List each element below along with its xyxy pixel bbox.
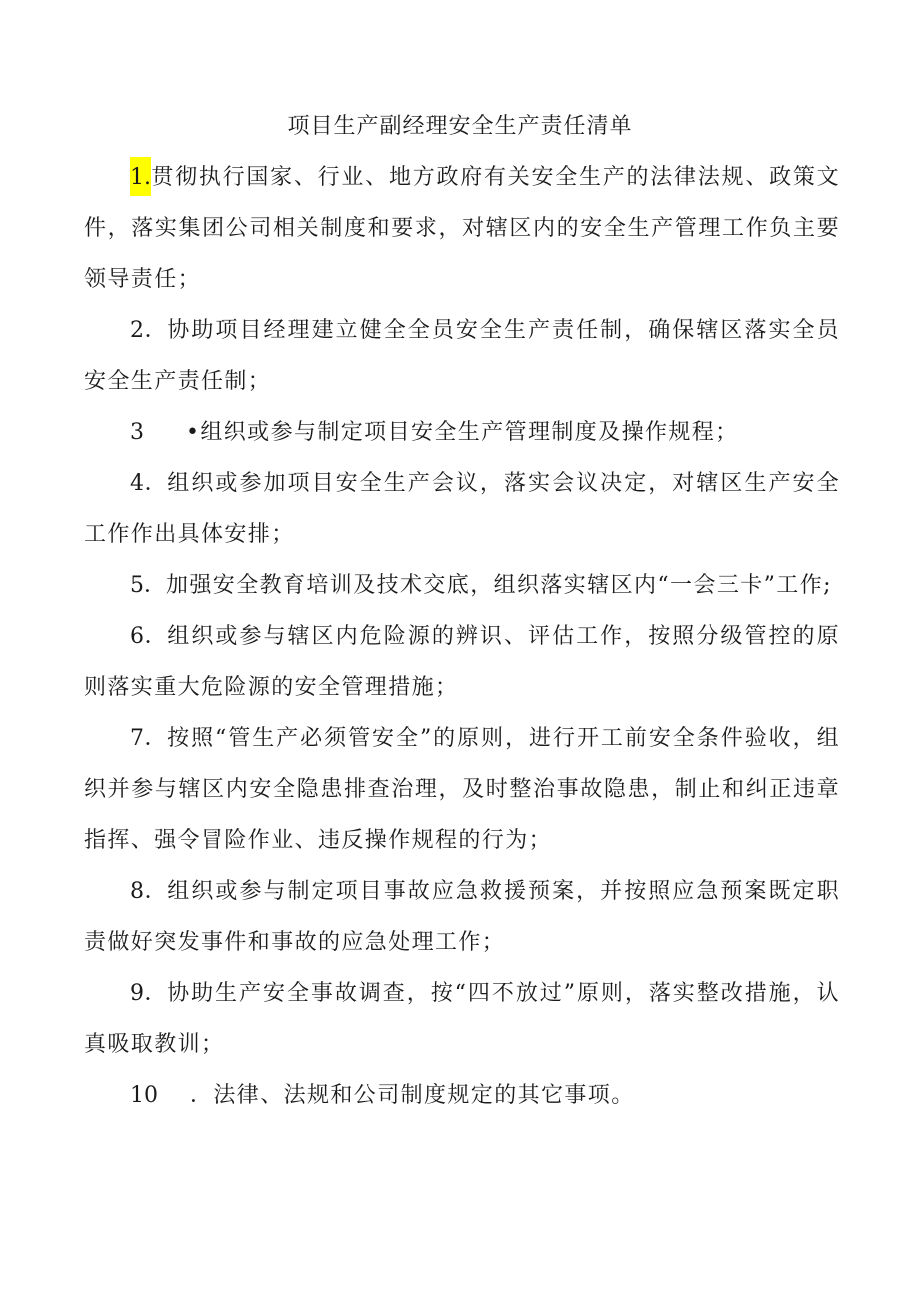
item-number: 1.: [130, 157, 151, 196]
list-item-5: [84, 560, 840, 611]
item-text: 按照“管生产必须管安全”的原则，进行开工前安全条件验收，组织并参与辖区内安全隐患排查治理，及时整治事故隐患，制止和纠正违章指挥、强令冒险作业、违反操作规程的行为；: [84, 726, 840, 853]
list-item-2: [84, 305, 840, 407]
document-title: 项目生产副经理安全生产责任清单: [287, 114, 633, 139]
list-item-9: [84, 968, 840, 1070]
list-item-8: [84, 866, 840, 968]
list-item-7: [84, 713, 840, 866]
item-number: 4．: [130, 471, 168, 496]
item-number: 5．: [130, 573, 166, 598]
list-item-10: [84, 1070, 840, 1121]
item-text: 协助项目经理建立健全全员安全生产责任制，确保辖区落实全员安全生产责任制；: [84, 318, 840, 394]
item-text: 组织或参加项目安全生产会议，落实会议决定，对辖区生产安全工作作出具体安排；: [84, 471, 840, 547]
item-number: 8．: [130, 879, 168, 904]
item-text: 贯彻执行国家、行业、地方政府有关安全生产的法律法规、政策文件，落实集团公司相关制度和要求，对辖区内的安全生产管理工作负主要领导责任；: [84, 165, 840, 292]
item-text: ．法律、法规和公司制度规定的其它事项。: [190, 1083, 635, 1108]
item-number: 6．: [130, 624, 168, 649]
item-number: 9．: [130, 981, 168, 1006]
item-text: 协助生产安全事故调查，按“四不放过”原则，落实整改措施，认真吸取教训；: [84, 981, 840, 1057]
item-number: 10: [130, 1083, 158, 1108]
list-item-3: [84, 407, 840, 458]
item-text: 组织或参与制定项目事故应急救援预案，并按照应急预案既定职责做好突发事件和事故的应急处理工作；: [84, 879, 840, 955]
list-item-1: [84, 152, 840, 305]
item-text: 组织或参与辖区内危险源的辨识、评估工作，按照分级管控的原则落实重大危险源的安全管理措施；: [84, 624, 840, 700]
responsibility-list: [84, 152, 840, 1121]
item-number: 3: [130, 420, 144, 445]
item-number: 2．: [130, 318, 168, 343]
item-text: 加强安全教育培训及技术交底，组织落实辖区内“一会三卡”工作;: [166, 573, 832, 598]
item-number: 7．: [130, 726, 168, 751]
item-text: •组织或参与制定项目安全生产管理制度及操作规程；: [186, 420, 739, 445]
list-item-4: [84, 458, 840, 560]
list-item-6: [84, 611, 840, 713]
